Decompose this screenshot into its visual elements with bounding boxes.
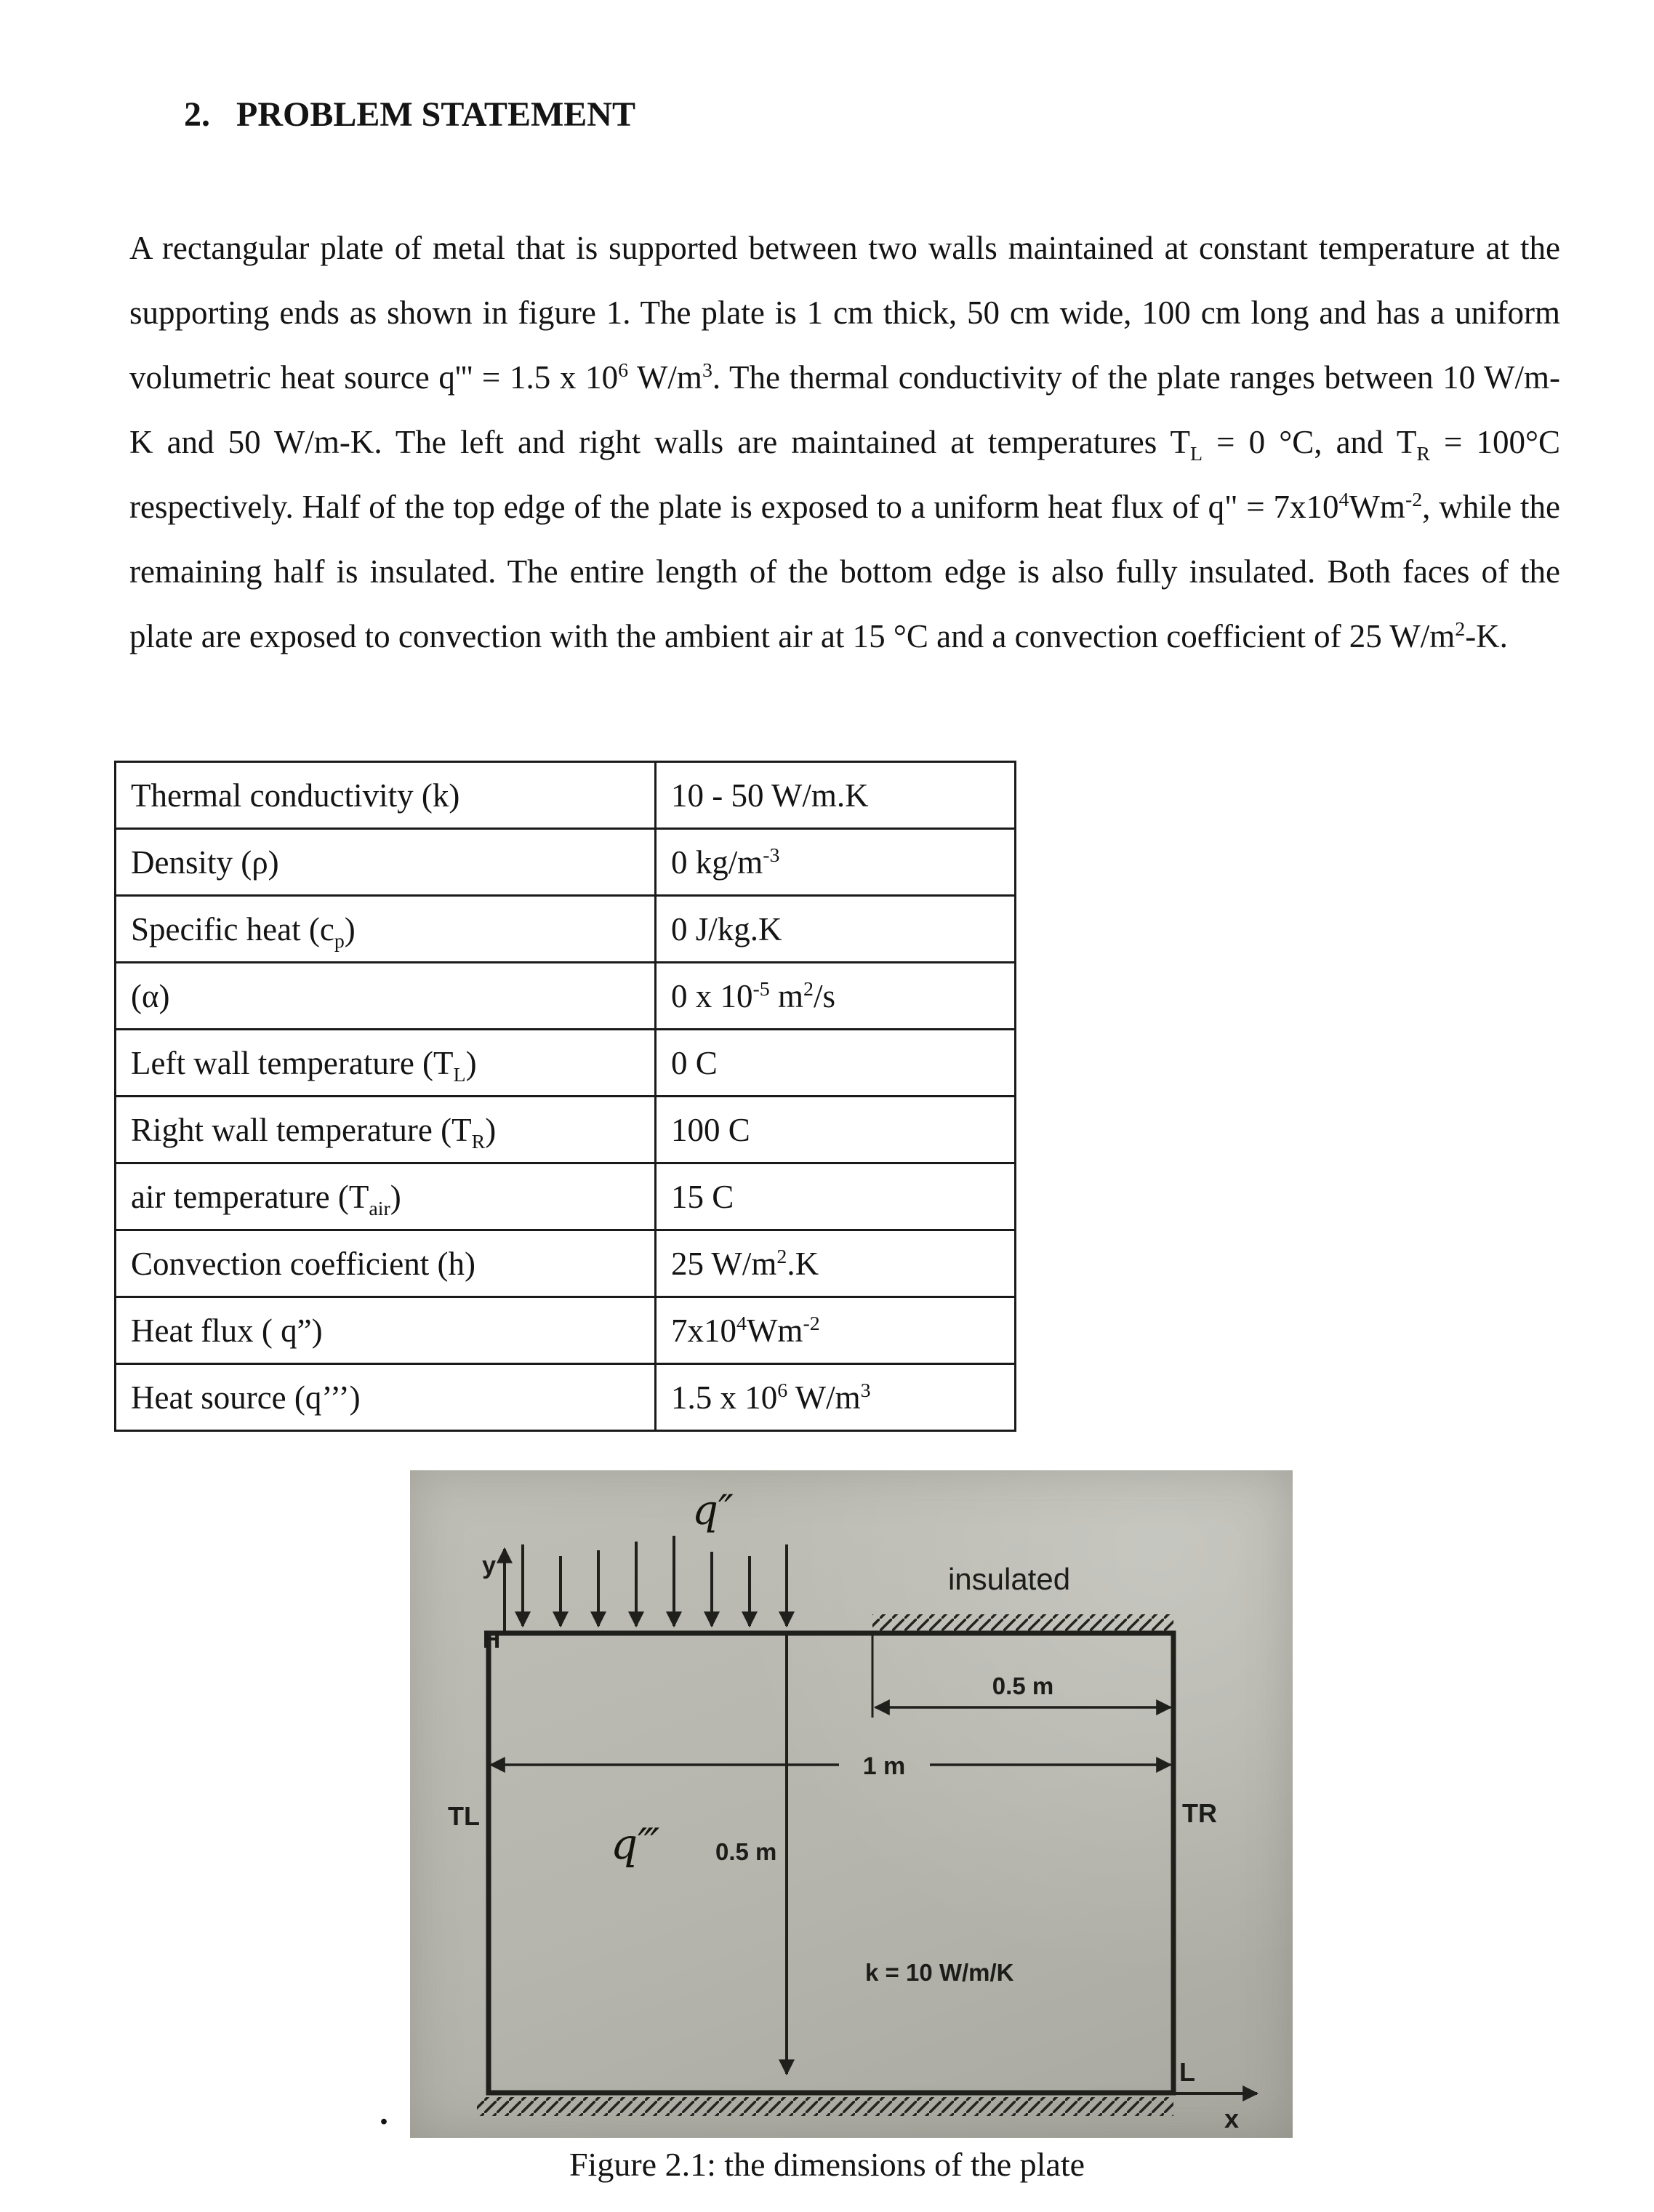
- plate-diagram: [410, 1470, 1293, 2138]
- plate-outline: [489, 1633, 1173, 2093]
- heat-flux-arrows: [523, 1536, 787, 1626]
- top-half-length-label: 0.5 m: [992, 1672, 1054, 1699]
- insulated-label: insulated: [947, 1562, 1071, 1596]
- y-axis-label: y: [482, 1552, 496, 1579]
- full-length-dimension: [491, 1752, 1171, 1780]
- property-value: 0 x $10^{-5}$ $m^2/s$: [656, 963, 1016, 1030]
- length-corner-label: L: [1179, 2057, 1195, 2087]
- property-label: Heat flux ( q”): [116, 1297, 656, 1364]
- top-insulated-hatch: [872, 1614, 1173, 1632]
- table-row: [116, 762, 1016, 829]
- heat-flux-label: q″: [692, 1487, 734, 1534]
- property-value: 100 C: [656, 1097, 1016, 1163]
- half-height-label: 0.5 m: [715, 1838, 777, 1865]
- x-axis: [1176, 2093, 1257, 2133]
- section-heading: [184, 95, 635, 135]
- property-label: air temperature $(T_{air})$: [116, 1163, 656, 1230]
- full-length-label: 1 m: [862, 1752, 906, 1780]
- half-height-dimension: [715, 1635, 787, 2074]
- section-number: 2.: [184, 95, 210, 135]
- property-value: 15 C: [656, 1163, 1016, 1230]
- property-value: 0 J/kg.K: [656, 896, 1016, 963]
- figure-photo: [410, 1470, 1293, 2138]
- properties-table: [114, 761, 1016, 1432]
- property-value: 0 C: [656, 1030, 1016, 1097]
- property-label: Heat source (q’’’): [116, 1364, 656, 1431]
- property-value: 10 - 50 W/m.K: [656, 762, 1016, 829]
- right-wall-label: TR: [1182, 1798, 1217, 1828]
- table-row: [116, 1097, 1016, 1163]
- table-row: [116, 1030, 1016, 1097]
- table-row: [116, 896, 1016, 963]
- height-label: H: [482, 1626, 501, 1654]
- table-row: [116, 963, 1016, 1030]
- stray-period: .: [380, 2093, 388, 2132]
- table-row: [116, 829, 1016, 896]
- conductivity-label: k = 10 W/m/K: [865, 1959, 1014, 1986]
- property-label: Convection coefficient (h): [116, 1230, 656, 1297]
- property-label: Right wall temperature $(T_R)$: [116, 1097, 656, 1163]
- table-row: [116, 1163, 1016, 1230]
- property-value: $7x10^4Wm^{-2}$: [656, 1297, 1016, 1364]
- left-wall-label: TL: [448, 1801, 480, 1831]
- property-value: 1.5 x $10^6$ $W/m^3$: [656, 1364, 1016, 1431]
- section-title: PROBLEM STATEMENT: [236, 95, 635, 135]
- y-axis: [482, 1549, 505, 1633]
- property-value: 25 $W/m^2.K$: [656, 1230, 1016, 1297]
- top-half-dimension: [872, 1635, 1171, 1718]
- property-label: Specific heat $(c_p)$: [116, 896, 656, 963]
- property-label: Left wall temperature $(T_L)$: [116, 1030, 656, 1097]
- x-axis-label: x: [1224, 2104, 1240, 2133]
- property-value: 0 $kg/m^{-3}$: [656, 829, 1016, 896]
- problem-statement-paragraph: A rectangular plate of metal that is supported between two walls maintained at constant temperature at the supporting ends as shown in figure 1. The plate is 1 cm thick, 50 cm wide, 100 cm long and has a uniform volumetric heat source q''' = 1.5 x $10^6$ $W/m^3$. The thermal conductivity of the plate ranges between 10 W/m-K and 50 W/m-K. The left and right walls are maintained at temperatures $T_L = 0$ °C, and $T_R = 100^\circ C$ respectively. Half of the top edge of the plate is exposed to a uniform heat flux of q" = $7x10^4Wm^{-2}$, while the remaining half is insulated. The entire length of the bottom edge is also fully insulated. Both faces of the plate are exposed to convection with the ambient air at 15 °C and a convection coefficient of 25 $W/m^2-K$.: [129, 230, 1561, 654]
- figure-caption: Figure 2.1: the dimensions of the plate: [569, 2146, 1085, 2183]
- heat-source-label: q‴: [611, 1819, 660, 1869]
- bottom-insulated-hatch: [477, 2097, 1173, 2116]
- table-row: [116, 1297, 1016, 1364]
- property-label: Density (ρ): [116, 829, 656, 896]
- table-row: [116, 1230, 1016, 1297]
- property-label: Thermal conductivity (k): [116, 762, 656, 829]
- property-label: (α): [116, 963, 656, 1030]
- table-row: [116, 1364, 1016, 1431]
